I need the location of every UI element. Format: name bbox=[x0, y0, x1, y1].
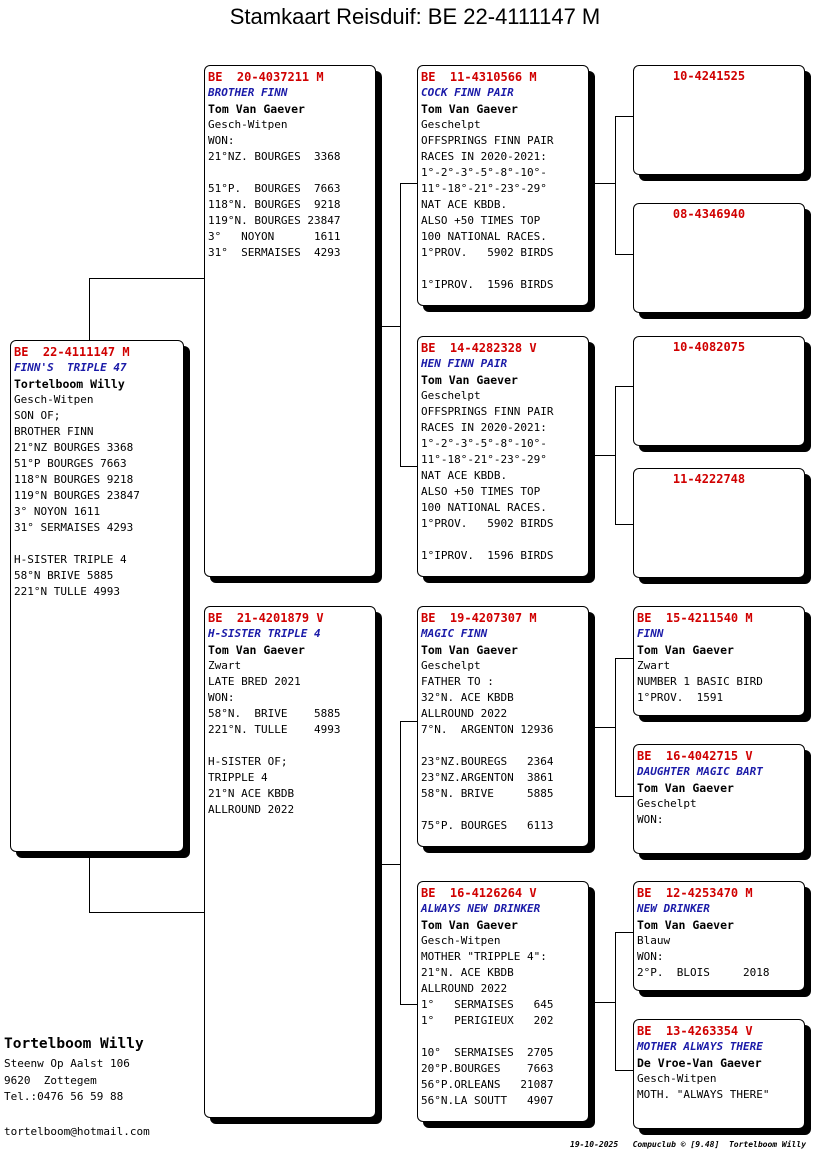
ring-number: BE 14-4282328 V bbox=[421, 341, 537, 355]
pigeon-card-dam-sire-dam bbox=[633, 744, 805, 854]
info-line: 1°PROV. 1591 bbox=[637, 691, 724, 704]
info-line: BROTHER FINN bbox=[14, 425, 94, 438]
info-line: 75°P. BOURGES 6113 bbox=[421, 819, 554, 832]
breeder-phone: Tel.:0476 56 59 88 bbox=[4, 1090, 124, 1103]
pigeon-card-dam-dam-dam bbox=[633, 1019, 805, 1129]
pigeon-name: COCK FINN PAIR bbox=[421, 86, 514, 99]
info-line: 221°N TULLE 4993 bbox=[14, 585, 120, 598]
info-line bbox=[421, 261, 585, 277]
connector-line bbox=[615, 658, 633, 659]
pigeon-name: H-SISTER TRIPLE 4 bbox=[208, 627, 321, 640]
info-line: 1° PERIGIEUX 202 bbox=[421, 1014, 554, 1027]
connector-line bbox=[589, 727, 615, 728]
info-line: Blauw bbox=[637, 934, 671, 947]
info-line: 1°PROV. 5902 BIRDS bbox=[421, 517, 554, 530]
owner-name: Tom Van Gaever bbox=[421, 918, 518, 932]
info-line: 1°PROV. 5902 BIRDS bbox=[421, 246, 554, 259]
pigeon-name: FINN bbox=[637, 627, 664, 640]
connector-line bbox=[376, 864, 400, 865]
ring-number: 10-4082075 bbox=[672, 340, 746, 354]
info-line: 56°N.LA SOUTT 4907 bbox=[421, 1094, 554, 1107]
ring-number: BE 22-4111147 M bbox=[14, 345, 130, 359]
info-line: MOTH. "ALWAYS THERE" bbox=[637, 1088, 770, 1101]
info-line: 1°IPROV. 1596 BIRDS bbox=[421, 549, 554, 562]
owner-name: Tom Van Gaever bbox=[421, 102, 518, 116]
pigeon-card-sire-sire bbox=[417, 65, 589, 306]
info-line: WON: bbox=[637, 813, 664, 826]
info-line: 10° SERMAISES 2705 bbox=[421, 1046, 554, 1059]
ring-number: 08-4346940 bbox=[672, 207, 746, 221]
info-line: Gesch-Witpen bbox=[208, 118, 288, 131]
pigeon-name: NEW DRINKER bbox=[637, 902, 710, 915]
info-line: 23°NZ.BOUREGS 2364 bbox=[421, 755, 554, 768]
pigeon-card-sire-dam bbox=[417, 336, 589, 577]
info-line: 56°P.ORLEANS 21087 bbox=[421, 1078, 554, 1091]
pigeon-card-dam-sire-sire bbox=[633, 606, 805, 716]
info-line: TRIPPLE 4 bbox=[208, 771, 268, 784]
info-line: ALLROUND 2022 bbox=[421, 982, 508, 995]
connector-line bbox=[89, 278, 204, 279]
breeder-info bbox=[4, 1034, 144, 1106]
info-line bbox=[421, 738, 585, 754]
info-line: MOTHER "TRIPPLE 4": bbox=[421, 950, 547, 963]
info-line: ALLROUND 2022 bbox=[421, 707, 508, 720]
info-line: 21°NZ BOURGES 3368 bbox=[14, 441, 134, 454]
info-line: 118°N. BOURGES 9218 bbox=[208, 198, 341, 211]
info-line: 31° SERMAISES 4293 bbox=[208, 246, 341, 259]
info-line: 119°N. BOURGES 23847 bbox=[208, 214, 341, 227]
info-line: 118°N BOURGES 9218 bbox=[14, 473, 134, 486]
pigeon-name: MAGIC FINN bbox=[421, 627, 488, 640]
ring-number: 11-4222748 bbox=[672, 472, 746, 486]
info-line: RACES IN 2020-2021: bbox=[421, 421, 547, 434]
info-line: ALLROUND 2022 bbox=[208, 803, 295, 816]
info-line: OFFSPRINGS FINN PAIR bbox=[421, 134, 554, 147]
info-line: NUMBER 1 BASIC BIRD bbox=[637, 675, 763, 688]
pigeon-name: ALWAYS NEW DRINKER bbox=[421, 902, 541, 915]
ring-number: BE 20-4037211 M bbox=[208, 70, 324, 84]
info-line: 31° SERMAISES 4293 bbox=[14, 521, 134, 534]
info-line: WON: bbox=[208, 691, 235, 704]
info-line bbox=[421, 1029, 585, 1045]
connector-line bbox=[615, 386, 633, 387]
connector-line bbox=[615, 932, 616, 1070]
pigeon-card-dam bbox=[204, 606, 376, 1118]
info-line: 119°N BOURGES 23847 bbox=[14, 489, 140, 502]
info-line: Gesch-Witpen bbox=[14, 393, 94, 406]
pigeon-name: HEN FINN PAIR bbox=[421, 357, 508, 370]
info-line: ALSO +50 TIMES TOP bbox=[421, 214, 541, 227]
info-line: LATE BRED 2021 bbox=[208, 675, 301, 688]
info-line: H-SISTER TRIPLE 4 bbox=[14, 553, 127, 566]
owner-name: Tom Van Gaever bbox=[637, 781, 734, 795]
pigeon-name: FINN'S TRIPLE 47 bbox=[14, 361, 127, 374]
info-line: RACES IN 2020-2021: bbox=[421, 150, 547, 163]
info-line: H-SISTER OF; bbox=[208, 755, 288, 768]
info-line: 23°NZ.ARGENTON 3861 bbox=[421, 771, 554, 784]
info-line: 1°-2°-3°-5°-8°-10°- bbox=[421, 437, 547, 450]
connector-line bbox=[615, 116, 633, 117]
owner-name: Tom Van Gaever bbox=[637, 643, 734, 657]
connector-line bbox=[615, 658, 616, 796]
info-line: 21°NZ. BOURGES 3368 bbox=[208, 150, 341, 163]
pigeon-card-sire-dam-sire bbox=[633, 336, 805, 446]
owner-name: Tom Van Gaever bbox=[421, 643, 518, 657]
info-line: Gesch-Witpen bbox=[637, 1072, 717, 1085]
info-line: 3° NOYON 1611 bbox=[14, 505, 101, 518]
info-line: 58°N. BRIVE 5885 bbox=[421, 787, 554, 800]
owner-name: Tom Van Gaever bbox=[421, 373, 518, 387]
breeder-name: Tortelboom Willy bbox=[4, 1036, 144, 1052]
info-line: 21°N. ACE KBDB bbox=[421, 966, 514, 979]
pigeon-card-main bbox=[10, 340, 184, 852]
connector-line bbox=[400, 183, 401, 466]
info-line: 21°N ACE KBDB bbox=[208, 787, 295, 800]
info-line: SON OF; bbox=[14, 409, 61, 422]
info-line: Zwart bbox=[637, 659, 671, 672]
info-line: Geschelpt bbox=[637, 797, 697, 810]
info-line: Zwart bbox=[208, 659, 242, 672]
owner-name: Tom Van Gaever bbox=[208, 643, 305, 657]
pigeon-card-sire bbox=[204, 65, 376, 577]
pigeon-card-dam-dam-sire bbox=[633, 881, 805, 991]
info-line: 3° NOYON 1611 bbox=[208, 230, 341, 243]
pigeon-name: DAUGHTER MAGIC BART bbox=[637, 765, 763, 778]
info-line: 58°N BRIVE 5885 bbox=[14, 569, 114, 582]
info-line: Geschelpt bbox=[421, 659, 481, 672]
ring-number: BE 19-4207307 M bbox=[421, 611, 537, 625]
info-line: 7°N. ARGENTON 12936 bbox=[421, 723, 554, 736]
info-line: 11°-18°-21°-23°-29° bbox=[421, 453, 547, 466]
pigeon-card-sire-sire-sire bbox=[633, 65, 805, 175]
info-line: 1°IPROV. 1596 BIRDS bbox=[421, 278, 554, 291]
connector-line bbox=[89, 858, 90, 912]
pigeon-card-sire-dam-dam bbox=[633, 468, 805, 578]
info-line: 51°P BOURGES 7663 bbox=[14, 457, 127, 470]
info-line: FATHER TO : bbox=[421, 675, 494, 688]
ring-number: BE 15-4211540 M bbox=[637, 611, 753, 625]
connector-line bbox=[615, 1070, 633, 1071]
info-line: 221°N. TULLE 4993 bbox=[208, 723, 341, 736]
pigeon-card-dam-dam bbox=[417, 881, 589, 1122]
pigeon-card-sire-sire-dam bbox=[633, 203, 805, 313]
footer-credit: 19-10-2025 Compuclub © [9.48] Tortelboom Willy bbox=[570, 1140, 807, 1149]
info-line: Geschelpt bbox=[421, 118, 481, 131]
info-line: WON: bbox=[637, 950, 664, 963]
breeder-email[interactable]: tortelboom@hotmail.com bbox=[4, 1125, 150, 1138]
owner-name: Tom Van Gaever bbox=[208, 102, 305, 116]
connector-line bbox=[615, 524, 633, 525]
connector-line bbox=[615, 386, 616, 524]
info-line: 100 NATIONAL RACES. bbox=[421, 230, 547, 243]
info-line: 1°-2°-3°-5°-8°-10°- bbox=[421, 166, 547, 179]
page-title: Stamkaart Reisduif: BE 22-4111147 M bbox=[229, 4, 601, 29]
info-line: ALSO +50 TIMES TOP bbox=[421, 485, 541, 498]
ring-number: BE 13-4263354 V bbox=[637, 1024, 753, 1038]
info-line bbox=[421, 532, 585, 548]
breeder-city: 9620 Zottegem bbox=[4, 1073, 97, 1087]
owner-name: Tom Van Gaever bbox=[637, 918, 734, 932]
connector-line bbox=[615, 254, 633, 255]
connector-line bbox=[615, 932, 633, 933]
connector-line bbox=[400, 1004, 417, 1005]
info-line: Gesch-Witpen bbox=[421, 934, 501, 947]
owner-name: Tortelboom Willy bbox=[14, 377, 125, 391]
breeder-address: Steenw Op Aalst 106 bbox=[4, 1057, 130, 1070]
info-line: NAT ACE KBDB. bbox=[421, 198, 508, 211]
connector-line bbox=[400, 183, 417, 184]
pigeon-name: MOTHER ALWAYS THERE bbox=[637, 1040, 763, 1053]
connector-line bbox=[589, 1002, 615, 1003]
pigeon-name: BROTHER FINN bbox=[208, 86, 288, 99]
connector-line bbox=[89, 912, 204, 913]
ring-number: 10-4241525 bbox=[672, 69, 746, 83]
ring-number: BE 12-4253470 M bbox=[637, 886, 753, 900]
owner-name: De Vroe-Van Gaever bbox=[637, 1056, 762, 1070]
info-line: OFFSPRINGS FINN PAIR bbox=[421, 405, 554, 418]
connector-line bbox=[89, 278, 90, 340]
info-line: Geschelpt bbox=[421, 389, 481, 402]
connector-line bbox=[400, 466, 417, 467]
pigeon-card-dam-sire bbox=[417, 606, 589, 847]
ring-number: BE 16-4042715 V bbox=[637, 749, 753, 763]
connector-line bbox=[615, 116, 616, 254]
info-line bbox=[208, 738, 372, 754]
connector-line bbox=[400, 721, 417, 722]
info-line: 2°P. BLOIS 2018 bbox=[637, 966, 770, 979]
connector-line bbox=[589, 455, 615, 456]
info-line: 100 NATIONAL RACES. bbox=[421, 501, 547, 514]
ring-number: BE 11-4310566 M bbox=[421, 70, 537, 84]
info-line: 32°N. ACE KBDB bbox=[421, 691, 514, 704]
info-line: 1° SERMAISES 645 bbox=[421, 998, 554, 1011]
info-line: 51°P. BOURGES 7663 bbox=[208, 182, 341, 195]
connector-line bbox=[615, 796, 633, 797]
info-line bbox=[208, 165, 372, 181]
ring-number: BE 16-4126264 V bbox=[421, 886, 537, 900]
info-line: NAT ACE KBDB. bbox=[421, 469, 508, 482]
ring-number: BE 21-4201879 V bbox=[208, 611, 324, 625]
info-line: 11°-18°-21°-23°-29° bbox=[421, 182, 547, 195]
info-line bbox=[14, 536, 180, 552]
info-line: 20°P.BOURGES 7663 bbox=[421, 1062, 554, 1075]
info-line bbox=[421, 802, 585, 818]
connector-line bbox=[376, 326, 400, 327]
connector-line bbox=[589, 183, 615, 184]
info-line: 58°N. BRIVE 5885 bbox=[208, 707, 341, 720]
connector-line bbox=[400, 721, 401, 1004]
info-line: WON: bbox=[208, 134, 235, 147]
